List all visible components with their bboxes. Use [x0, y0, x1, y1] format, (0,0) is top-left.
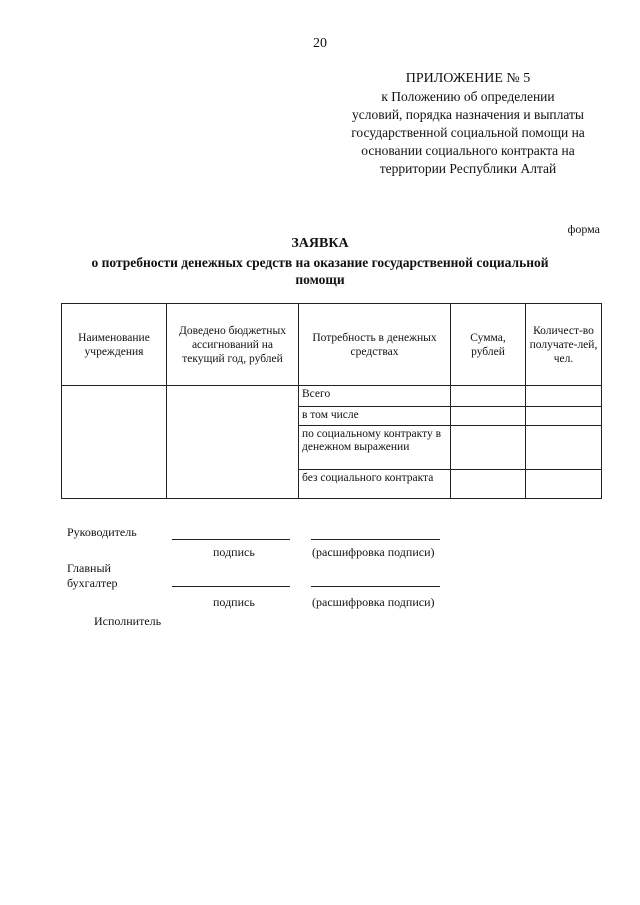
accountant-label-line: Главный — [67, 561, 111, 575]
decoding-caption: (расшифровка подписи) — [312, 545, 435, 559]
header-need: Потребность в денежных средствах — [299, 304, 451, 386]
request-table — [61, 303, 602, 499]
header-recipients: Количест-во получате-лей, чел. — [526, 304, 602, 386]
row-including-label: в том числе — [299, 406, 451, 425]
head-label: Руководитель — [67, 525, 137, 539]
appendix-line: к Положению об определении — [381, 89, 555, 104]
table-header-row — [62, 304, 602, 386]
row-without-contract-label: без социального контракта — [299, 469, 451, 498]
sum-cell — [451, 406, 526, 425]
header-sum: Сумма, рублей — [451, 304, 526, 386]
decoding-caption: (расшифровка подписи) — [312, 595, 435, 609]
executor-label: Исполнитель — [94, 614, 162, 628]
signature-caption: подпись — [213, 545, 255, 559]
recipients-cell — [526, 425, 602, 469]
appendix-line: основании социального контракта на — [361, 143, 575, 158]
recipients-cell — [526, 406, 602, 425]
appendix-line: территории Республики Алтай — [379, 161, 557, 176]
sum-cell — [451, 469, 526, 498]
form-label: форма — [567, 222, 600, 236]
header-allocations: Доведено бюджетных ассигнований на текущий год, рублей — [167, 304, 299, 386]
accountant-decoding-line — [311, 586, 440, 587]
appendix-line: условий, порядка назначения и выплаты — [352, 107, 584, 122]
table-row — [62, 386, 602, 406]
row-social-contract-label: по социальному контракту в денежном выражении — [299, 425, 451, 469]
appendix-line: государственной социальной помощи на — [351, 125, 585, 140]
appendix-heading: ПРИЛОЖЕНИЕ № 5 — [405, 71, 531, 86]
sum-cell — [451, 425, 526, 469]
recipients-cell — [526, 386, 602, 406]
accountant-label-line: бухгалтер — [67, 576, 118, 590]
allocations-cell — [167, 386, 299, 499]
page-number: 20 — [313, 36, 327, 51]
recipients-cell — [526, 469, 602, 498]
sum-cell — [451, 386, 526, 406]
head-signature-line — [172, 539, 290, 540]
header-institution: Наименование учреждения — [62, 304, 167, 386]
document-subtitle — [60, 254, 580, 288]
subtitle-line: помощи — [295, 272, 345, 287]
row-total-label: Всего — [299, 386, 451, 406]
accountant-label — [67, 561, 118, 591]
signature-caption: подпись — [213, 595, 255, 609]
accountant-signature-line — [172, 586, 290, 587]
appendix-block — [318, 70, 618, 178]
head-decoding-line — [311, 539, 440, 540]
institution-cell — [62, 386, 167, 499]
document-title: ЗАЯВКА — [291, 236, 349, 251]
subtitle-line: о потребности денежных средств на оказание государственной социальной — [91, 255, 549, 270]
